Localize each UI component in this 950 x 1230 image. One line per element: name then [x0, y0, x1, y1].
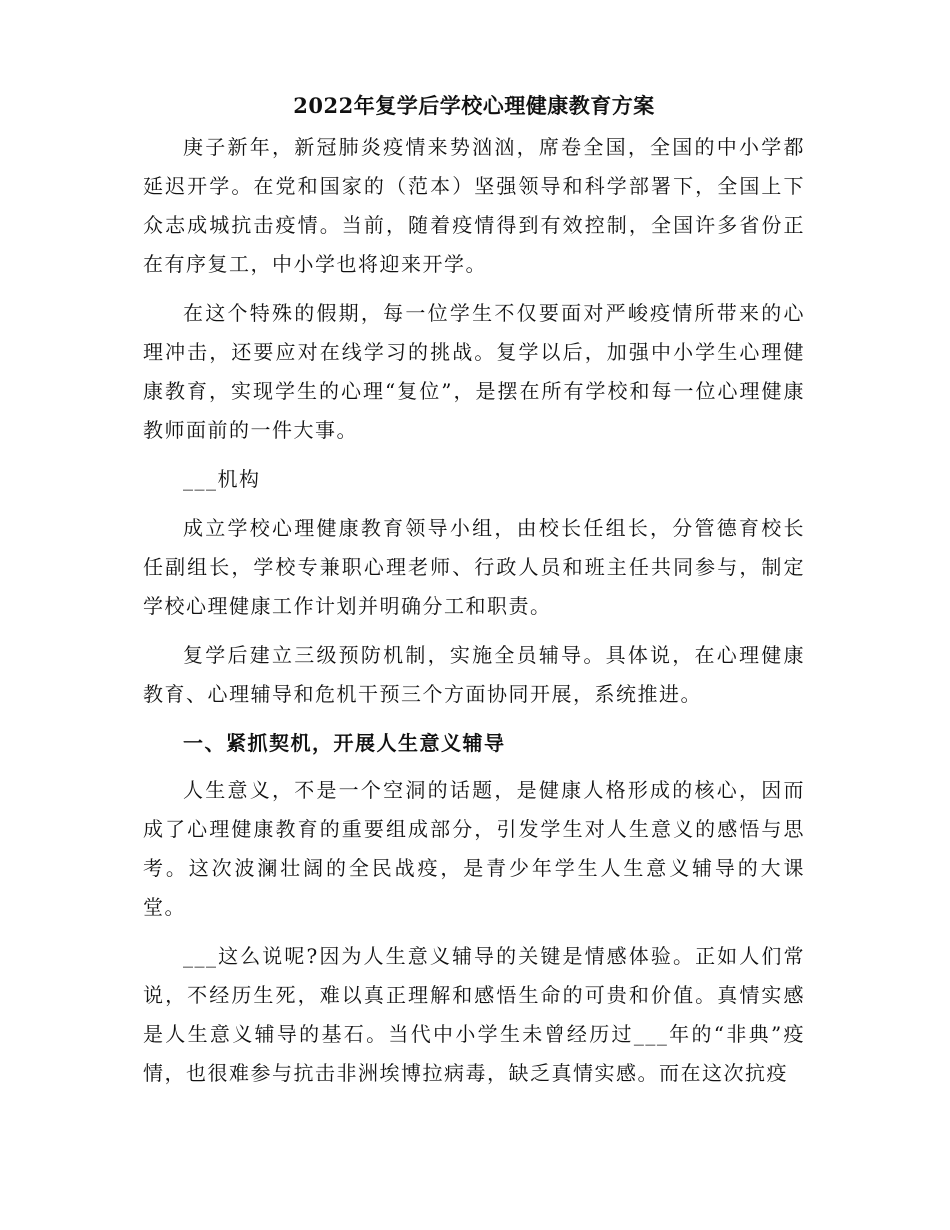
paragraph-prevention-mechanism: 复学后建立三级预防机制，实施全员辅导。具体说，在心理健康教育、心理辅导和危机干预三个方面协同开展，系统推进。	[143, 643, 805, 706]
paragraph-organization-label: ___机构	[183, 467, 261, 491]
paragraph-emotional-experience: ___这么说呢?因为人生意义辅导的关键是情感体验。正如人们常说，不经历生死，难以真正理解和感悟生命的可贵和价值。真情实感是人生意义辅导的基石。当代中小学生未曾经历过___年的“非典”疫情，也很难参与抗击非洲埃博拉病毒，缺乏真情实感。而在这次抗疫	[143, 944, 805, 1085]
document-title: 2022年复学后学校心理健康教育方案	[293, 93, 655, 118]
paragraph-intro: 庚子新年，新冠肺炎疫情来势汹汹，席卷全国，全国的中小学都延迟开学。在党和国家的（范本）坚强领导和科学部署下，全国上下众志成城抗击疫情。当前，随着疫情得到有效控制，全国许多省份正在有序复工，中小学也将迎来开学。	[143, 135, 805, 276]
section-heading: 一、紧抓契机，开展人生意义辅导	[183, 731, 506, 755]
paragraph-life-meaning: 人生意义，不是一个空洞的话题，是健康人格形成的核心，因而成了心理健康教育的重要组成部分，引发学生对人生意义的感悟与思考。这次波澜壮阔的全民战疫，是青少年学生人生意义辅导的大课堂。	[143, 778, 805, 919]
paragraph-leadership-group: 成立学校心理健康教育领导小组，由校长任组长，分管德育校长任副组长，学校专兼职心理老师、行政人员和班主任共同参与，制定学校心理健康工作计划并明确分工和职责。	[143, 516, 805, 618]
paragraph-special-holiday: 在这个特殊的假期，每一位学生不仅要面对严峻疫情所带来的心理冲击，还要应对在线学习的挑战。复学以后，加强中小学生心理健康教育，实现学生的心理“复位”，是摆在所有学校和每一位心理健康教师面前的一件大事。	[143, 301, 805, 442]
